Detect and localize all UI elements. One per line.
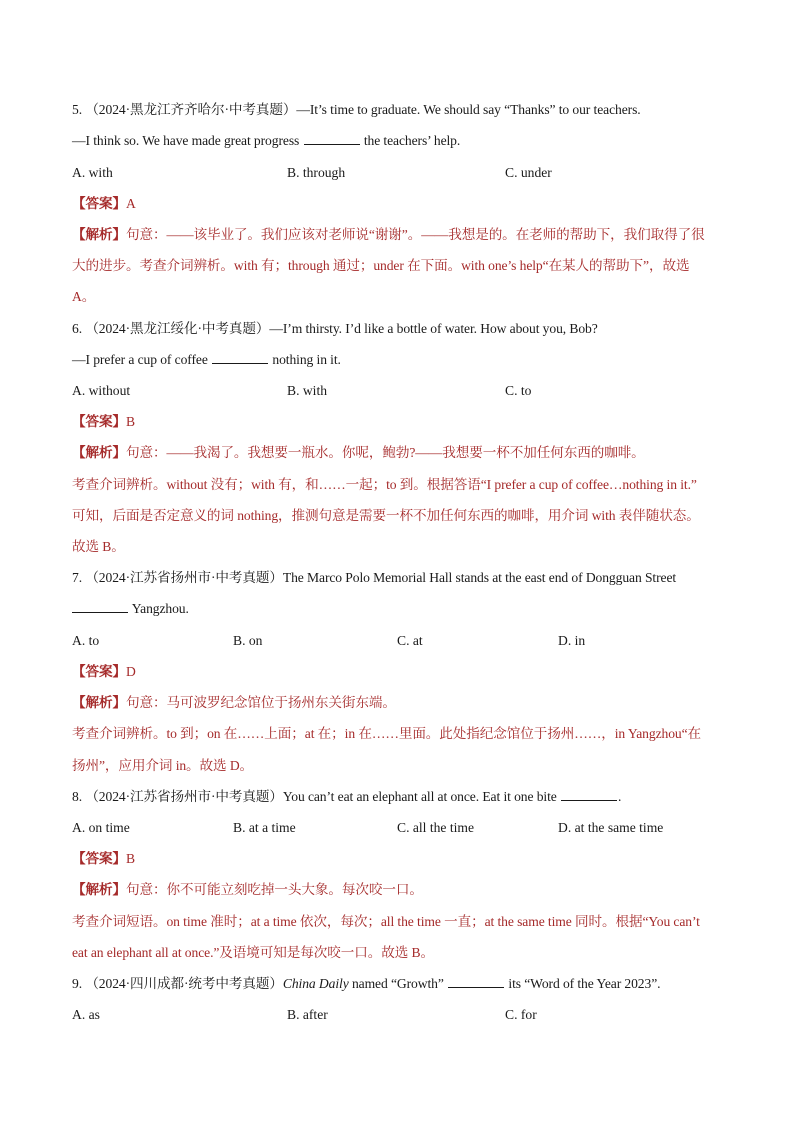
option-a: A. on time	[72, 820, 130, 835]
question-text: Yangzhou.	[131, 601, 189, 616]
option-c: C. all the time	[397, 820, 475, 835]
answer-blank	[72, 601, 128, 613]
question-text: the teachers’ help.	[363, 133, 461, 148]
question-source: （2024·四川成都·统考中考真题）	[85, 976, 283, 991]
answer-label: 【答案】	[72, 196, 126, 211]
analysis-line: 考查介词短语。on time 准时；at a time 依次，每次；all the time 一直；at the same time 同时。根据“You can’t	[72, 914, 700, 929]
answer-line	[72, 850, 734, 868]
question-number: 6.	[72, 321, 82, 336]
analysis-label: 【解析】	[72, 695, 126, 710]
analysis-text: 句意：你不可能立刻吃掉一头大象。每次咬一口。	[125, 882, 423, 897]
question-text: named “Growth”	[351, 976, 444, 991]
question-number: 5.	[72, 102, 82, 117]
option-b: B. after	[287, 1007, 328, 1022]
answer-value: A	[125, 196, 136, 211]
analysis-line: 考查介词辨析。to 到；on 在……上面；at 在；in 在……里面。此处指纪念馆位于扬州……，in Yangzhou“在	[72, 726, 702, 741]
option-a: A. as	[72, 1007, 100, 1022]
answer-value: B	[125, 414, 135, 429]
option-b: B. on	[233, 633, 263, 648]
publication-name: China Daily	[282, 976, 349, 991]
analysis-line: A。	[72, 289, 96, 304]
option-c: C. at	[397, 633, 423, 648]
answer-label: 【答案】	[72, 851, 126, 866]
answer-value: B	[125, 851, 135, 866]
question-text: You can’t eat an elephant all at once. Eat it one bite	[282, 789, 557, 804]
analysis-line: 扬州”，应用介词 in。故选 D。	[72, 758, 254, 773]
question-number: 8.	[72, 789, 82, 804]
question-number: 7.	[72, 570, 82, 585]
option-a: A. with	[72, 165, 113, 180]
analysis-text: 句意：马可波罗纪念馆位于扬州东关街东端。	[125, 695, 396, 710]
analysis-line	[72, 694, 734, 712]
answer-line	[72, 413, 734, 431]
answer-label: 【答案】	[72, 664, 126, 679]
option-c: C. under	[505, 165, 552, 180]
answer-blank	[212, 352, 268, 364]
question-text: The Marco Polo Memorial Hall stands at the east end of Dongguan Street	[282, 570, 677, 585]
question-number: 9.	[72, 976, 82, 991]
option-c: C. for	[505, 1007, 537, 1022]
question-text: nothing in it.	[272, 352, 341, 367]
answer-blank	[561, 789, 617, 801]
analysis-text: 句意：——我渴了。我想要一瓶水。你呢，鲍勃?——我想要一杯不加任何东西的咖啡。	[125, 445, 645, 460]
question-text: .	[618, 789, 622, 804]
analysis-line	[72, 881, 734, 899]
answer-blank	[304, 133, 360, 145]
option-b: B. through	[287, 165, 346, 180]
question-text: —I think so. We have made great progress	[72, 133, 300, 148]
analysis-line: 考查介词辨析。without 没有；with 有，和……一起；to 到。根据答语“I prefer a cup of coffee…nothing in it.”	[72, 477, 697, 492]
analysis-text: 句意：——该毕业了。我们应该对老师说“谢谢”。——我想是的。在老师的帮助下，我们取得了很	[125, 227, 705, 242]
option-d: D. at the same time	[558, 820, 664, 835]
question-7-stem	[72, 569, 734, 587]
analysis-line	[72, 226, 734, 244]
question-7-line2	[72, 600, 734, 618]
analysis-line: 大的进步。考查介词辨析。with 有；through 通过；under 在下面。with one’s help“在某人的帮助下”，故选	[72, 258, 690, 273]
option-d: D. in	[558, 633, 586, 648]
option-b: B. at a time	[233, 820, 296, 835]
analysis-label: 【解析】	[72, 227, 126, 242]
answer-line	[72, 195, 734, 213]
analysis-label: 【解析】	[72, 882, 126, 897]
question-5-line2	[72, 132, 734, 150]
question-source: （2024·江苏省扬州市·中考真题）	[85, 789, 283, 804]
answer-value: D	[125, 664, 136, 679]
question-9-stem	[72, 975, 734, 993]
option-c: C. to	[505, 383, 532, 398]
answer-label: 【答案】	[72, 414, 126, 429]
question-6-line2	[72, 351, 734, 369]
option-a: A. to	[72, 633, 100, 648]
question-text: —I prefer a cup of coffee	[72, 352, 208, 367]
analysis-label: 【解析】	[72, 445, 126, 460]
question-8-stem	[72, 788, 734, 806]
question-text: —I’m thirsty. I’d like a bottle of water. How about you, Bob?	[269, 321, 598, 336]
question-5-stem	[72, 101, 734, 119]
question-6-stem	[72, 320, 734, 338]
answer-blank	[448, 976, 504, 988]
answer-line	[72, 663, 734, 681]
option-b: B. with	[287, 383, 328, 398]
analysis-line: 故选 B。	[72, 539, 125, 554]
question-source: （2024·黑龙江齐齐哈尔·中考真题）	[85, 102, 297, 117]
question-text: —It’s time to graduate. We should say “Thanks” to our teachers.	[296, 102, 641, 117]
question-source: （2024·黑龙江绥化·中考真题）	[85, 321, 270, 336]
option-a: A. without	[72, 383, 131, 398]
analysis-line	[72, 444, 734, 462]
question-text: its “Word of the Year 2023”.	[508, 976, 661, 991]
analysis-line: 可知，后面是否定意义的词 nothing，推测句意是需要一杯不加任何东西的咖啡，用介词 with 表伴随状态。	[72, 508, 700, 523]
analysis-line: eat an elephant all at once.”及语境可知是每次咬一口。故选 B。	[72, 945, 434, 960]
question-source: （2024·江苏省扬州市·中考真题）	[85, 570, 283, 585]
